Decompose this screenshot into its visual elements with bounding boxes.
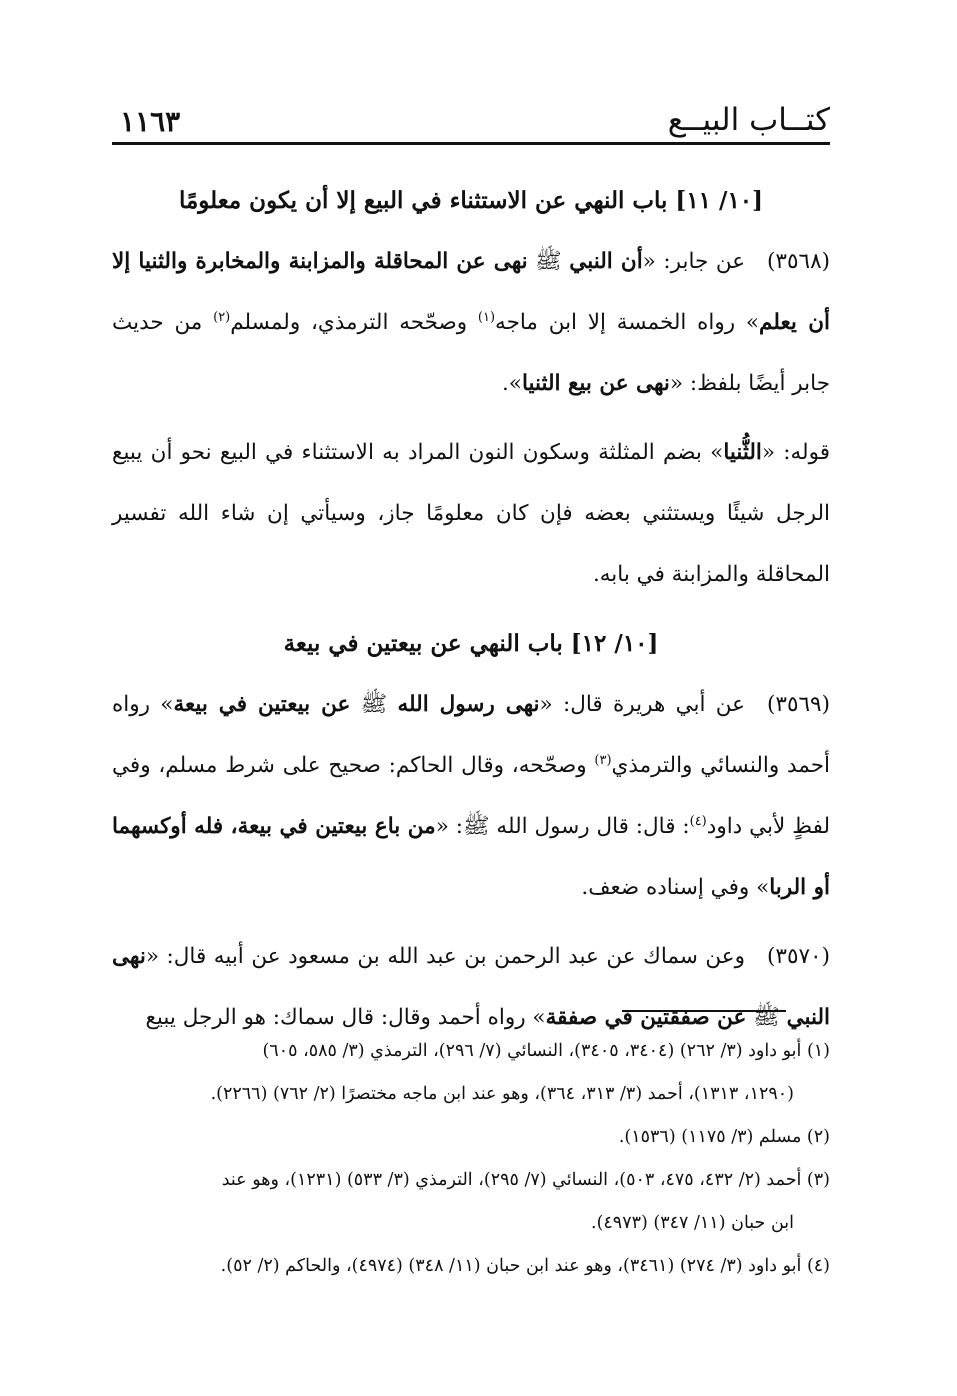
chapter-heading-11: [١٠/ ١١] باب النهي عن الاستثناء في البيع إلا أن يكون معلومًا [178, 187, 764, 214]
hadith-text: » رواه أحمد والنسائي والترمذي [112, 692, 830, 778]
hadith-quote: من باع بيعتين في بيعة، فله أوكسهما أو الربا [112, 814, 830, 900]
hadith-text: » وفي إسناده ضعف. [581, 875, 770, 900]
hadith-quote: نهى عن بيع الثنيا [521, 371, 670, 396]
commentary-paragraph [112, 422, 830, 605]
footnote-text: (١٢٩٠، ١٣١٣)، أحمد (٣/ ٣١٣، ٣٦٤)، وهو عند ابن ماجه مختصرًا (٢/ ٧٦٢) (٢٢٦٦). [210, 1084, 794, 1104]
hadith-text: وعن سماك عن عبد الرحمن بن عبد الله بن مسعود عن أبيه قال: « [145, 944, 746, 969]
footnote-ref: (٣) [594, 752, 612, 768]
hadith-text: عن جابر: « [642, 249, 746, 274]
hadith-text: عن أبي هريرة قال: « [539, 692, 745, 717]
main-text [112, 170, 830, 1048]
commentary-text: » بضم المثلثة وسكون النون المراد به الاستثناء في البيع نحو أن يبيع الرجل شيئًا ويستثني بعضه فإن كان معلومًا جاز، وسيأتي إن شاء الله تفسير المحاقلة والمزابنة في بابه. [112, 440, 830, 587]
hadith-text: : « [435, 814, 463, 839]
hadith-3569 [112, 674, 830, 918]
salutation-glyph: ﷺ [462, 814, 490, 839]
hadith-3568 [112, 231, 830, 414]
hadith-number: (٣٥٦٨) [767, 249, 831, 274]
footnote-text: (١) أبو داود (٣/ ٢٦٢) (٣٤٠٤، ٣٤٠٥)، النسائي (٧/ ٢٩٦)، الترمذي (٣/ ٥٨٥، ٦٠٥) [262, 1041, 830, 1061]
footnote-ref: (١) [477, 309, 496, 325]
footnote-separator [622, 1010, 786, 1012]
footnote-text: ابن حبان (١١/ ٣٤٧) (٤٩٧٣). [591, 1213, 794, 1233]
hadith-quote: نهى رسول الله [397, 692, 540, 717]
hadith-quote: عن بيعتين في بيعة [173, 692, 351, 717]
commentary-term: الثُّنيا [723, 440, 762, 465]
hadith-quote: عن صفقتين في صفقة [545, 1005, 747, 1030]
footnote-2: (٢) مسلم (٣/ ١١٧٥) (١٥٣٦). [618, 1127, 830, 1147]
hadith-number: (٣٥٦٩) [767, 692, 830, 717]
hadith-text: » رواه أحمد وقال: قال سماك: هو الرجل يبيع [145, 1005, 546, 1030]
hadith-text: ». [501, 371, 522, 396]
commentary-text: قوله: « [761, 440, 830, 465]
page-header [112, 100, 830, 145]
footnote-3 [112, 1159, 830, 1245]
hadith-quote: نهى النبي [112, 944, 830, 1030]
hadith-quote: نهى عن المحاقلة والمزابنة والمخابرة والثنيا إلا أن يعلم [112, 249, 831, 335]
hadith-text: وصحّحه الترمذي، ولمسلم [230, 310, 478, 335]
footnote-ref: (٢) [213, 309, 231, 325]
salutation-glyph: ﷺ [360, 692, 388, 717]
hadith-text: » رواه الخمسة إلا ابن ماجه [495, 310, 760, 335]
salutation-glyph: ﷺ [535, 249, 562, 274]
hadith-text: وصحّحه، وقال الحاكم: صحيح على شرط مسلم، وفي لفظٍ لأبي داود [112, 753, 831, 839]
footnote-ref: (٤) [689, 813, 707, 829]
hadith-text: من حديث جابر أيضًا بلفظ: « [112, 310, 830, 396]
chapter-heading-12: [١٠/ ١٢] باب النهي عن بيعتين في بيعة [283, 630, 659, 657]
footnote-4: (٤) أبو داود (٣/ ٢٧٤) (٣٤٦١)، وهو عند ابن حبان (١١/ ٣٤٨) (٤٩٧٤)، والحاكم (٢/ ٥٢). [220, 1256, 830, 1276]
footnote-1 [112, 1030, 830, 1116]
footnote-text: (٣) أحمد (٢/ ٤٣٢، ٤٧٥، ٥٠٣)، النسائي (٧/ ٢٩٥)، الترمذي (٣/ ٥٣٣) (١٢٣١)، وهو عند [221, 1170, 830, 1190]
running-title: كتــاب البيــع [667, 102, 830, 138]
salutation-glyph: ﷺ [753, 1005, 780, 1030]
page-number: ١١٦٣ [120, 105, 181, 138]
hadith-quote: أن النبي [569, 249, 643, 274]
hadith-text: : قال: قال رسول الله [489, 814, 690, 839]
footnotes [112, 1030, 830, 1288]
hadith-number: (٣٥٧٠) [767, 944, 830, 969]
